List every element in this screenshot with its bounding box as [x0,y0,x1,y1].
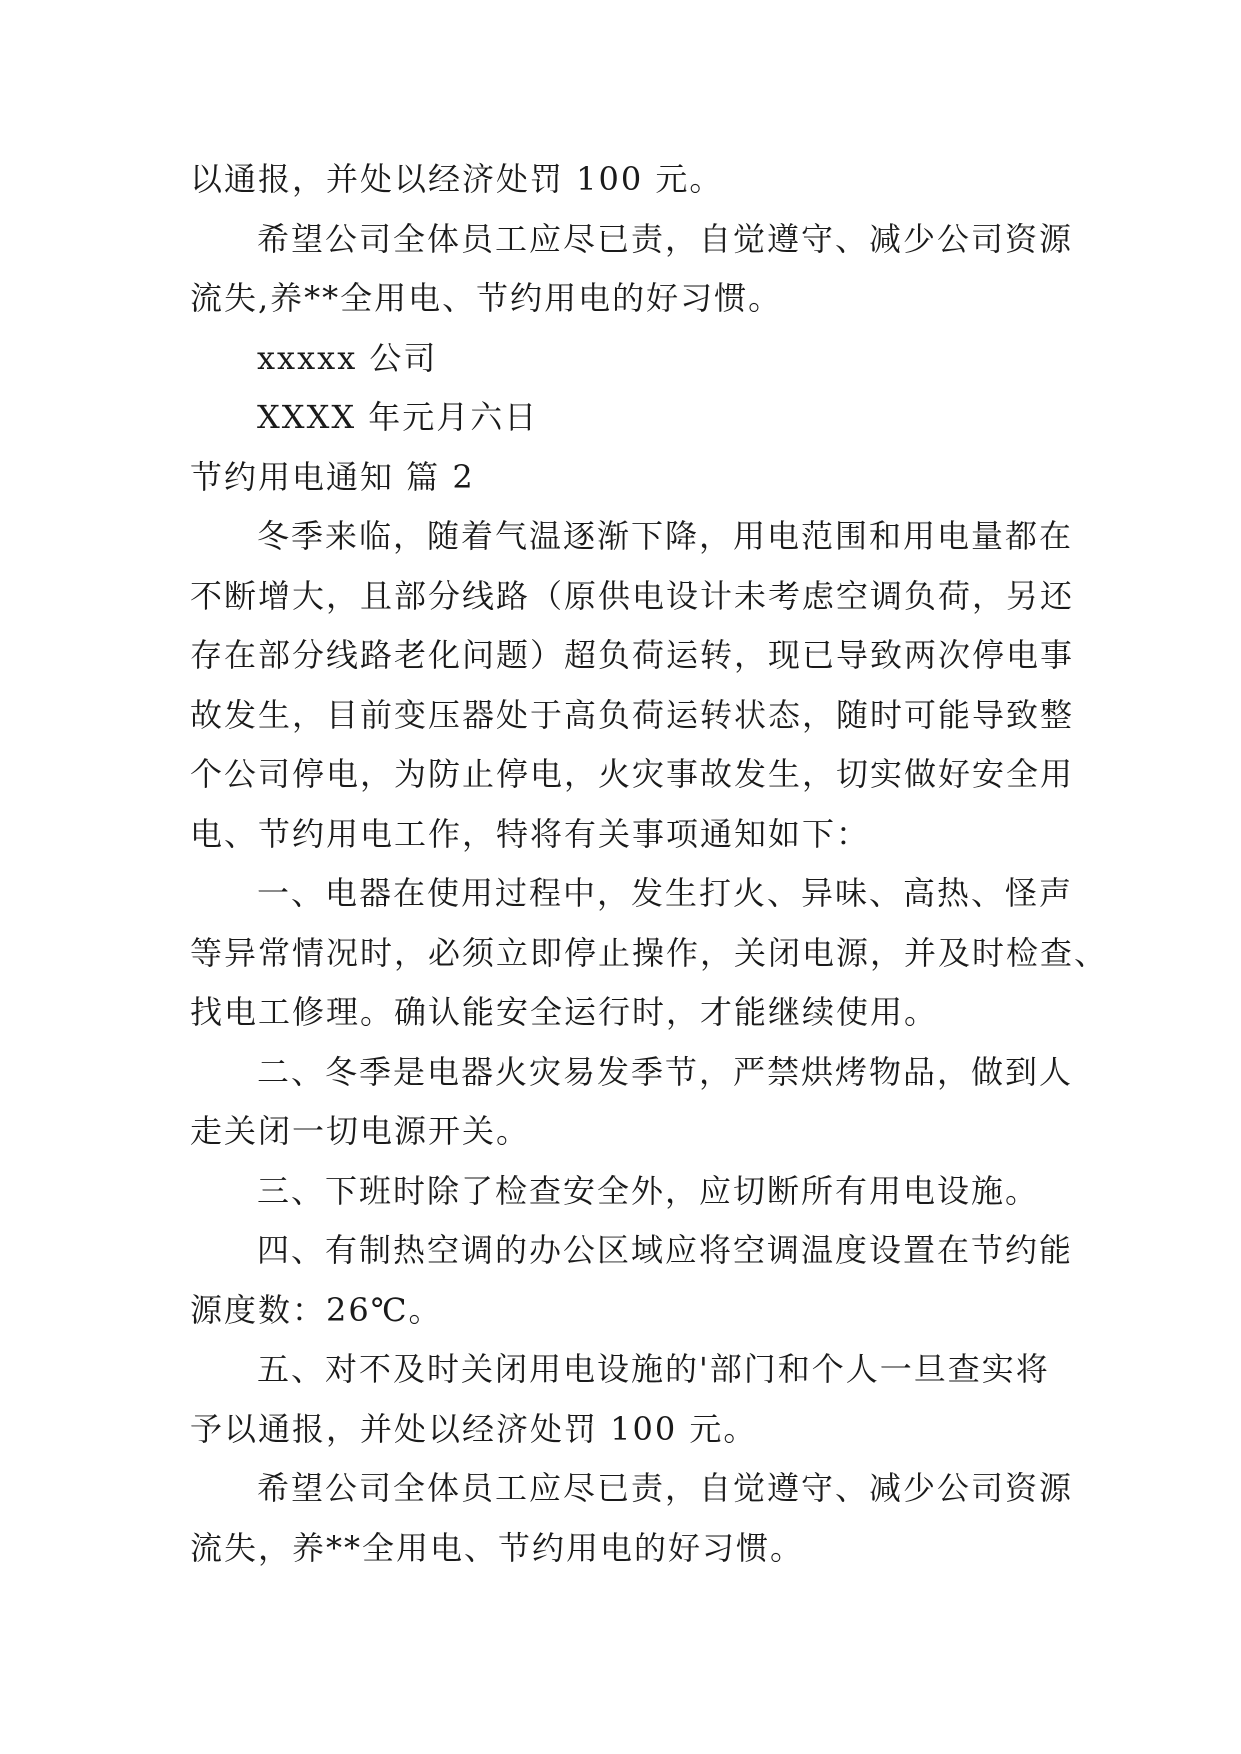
text-line: 流失，养**全用电、节约用电的好习惯。 [190,1528,805,1567]
text-line: 电、节约用电工作，特将有关事项通知如下： [190,814,871,853]
list-item-2: 二、冬季是电器火灾易发季节，严禁烘烤物品，做到人 [257,1052,1074,1091]
text-line: 流失,养**全用电、节约用电的好习惯。 [190,279,783,317]
text-line: 个公司停电，为防止停电，火灾事故发生，切实做好安全用 [190,755,1075,793]
list-item-3: 三、下班时除了检查安全外，应切断所有用电设施。 [257,1171,1040,1210]
list-item-1: 一、电器在使用过程中，发生打火、异味、高热、怪声 [257,874,1074,912]
text-line: 冬季来临，随着气温逐渐下降，用电范围和用电量都在 [257,517,1074,555]
company-signature: xxxxx 公司 [257,338,438,377]
text-line: 以通报，并处以经济处罚 100 元。 [190,160,724,198]
list-item-4: 四、有制热空调的办公区域应将空调温度设置在节约能 [257,1231,1074,1269]
text-line: 源度数：26℃。 [190,1290,443,1329]
text-line: 予以通报，并处以经济处罚 100 元。 [190,1409,758,1448]
text-line: 故发生，目前变压器处于高负荷运转状态，随时可能导致整 [190,695,1075,734]
text-line: 等异常情况时，必须立即停止操作，关闭电源，并及时检查、 [190,933,1109,972]
list-item-5: 五、对不及时关闭用电设施的'部门和个人一旦查实将 [257,1350,1050,1388]
section-heading: 节约用电通知 篇 2 [190,457,475,496]
text-line: 希望公司全体员工应尽已责，自觉遵守、减少公司资源 [257,219,1074,258]
text-line: 希望公司全体员工应尽已责，自觉遵守、减少公司资源 [257,1469,1074,1507]
signature-date: XXXX 年元月六日 [257,398,539,436]
text-line: 走关闭一切电源开关。 [190,1112,531,1150]
text-line: 不断增大，且部分线路（原供电设计未考虑空调负荷，另还 [190,576,1075,615]
document-body [190,150,1109,1578]
text-line: 存在部分线路老化问题）超负荷运转，现已导致两次停电事 [190,636,1075,674]
text-line: 找电工修理。确认能安全运行时，才能继续使用。 [190,993,939,1031]
